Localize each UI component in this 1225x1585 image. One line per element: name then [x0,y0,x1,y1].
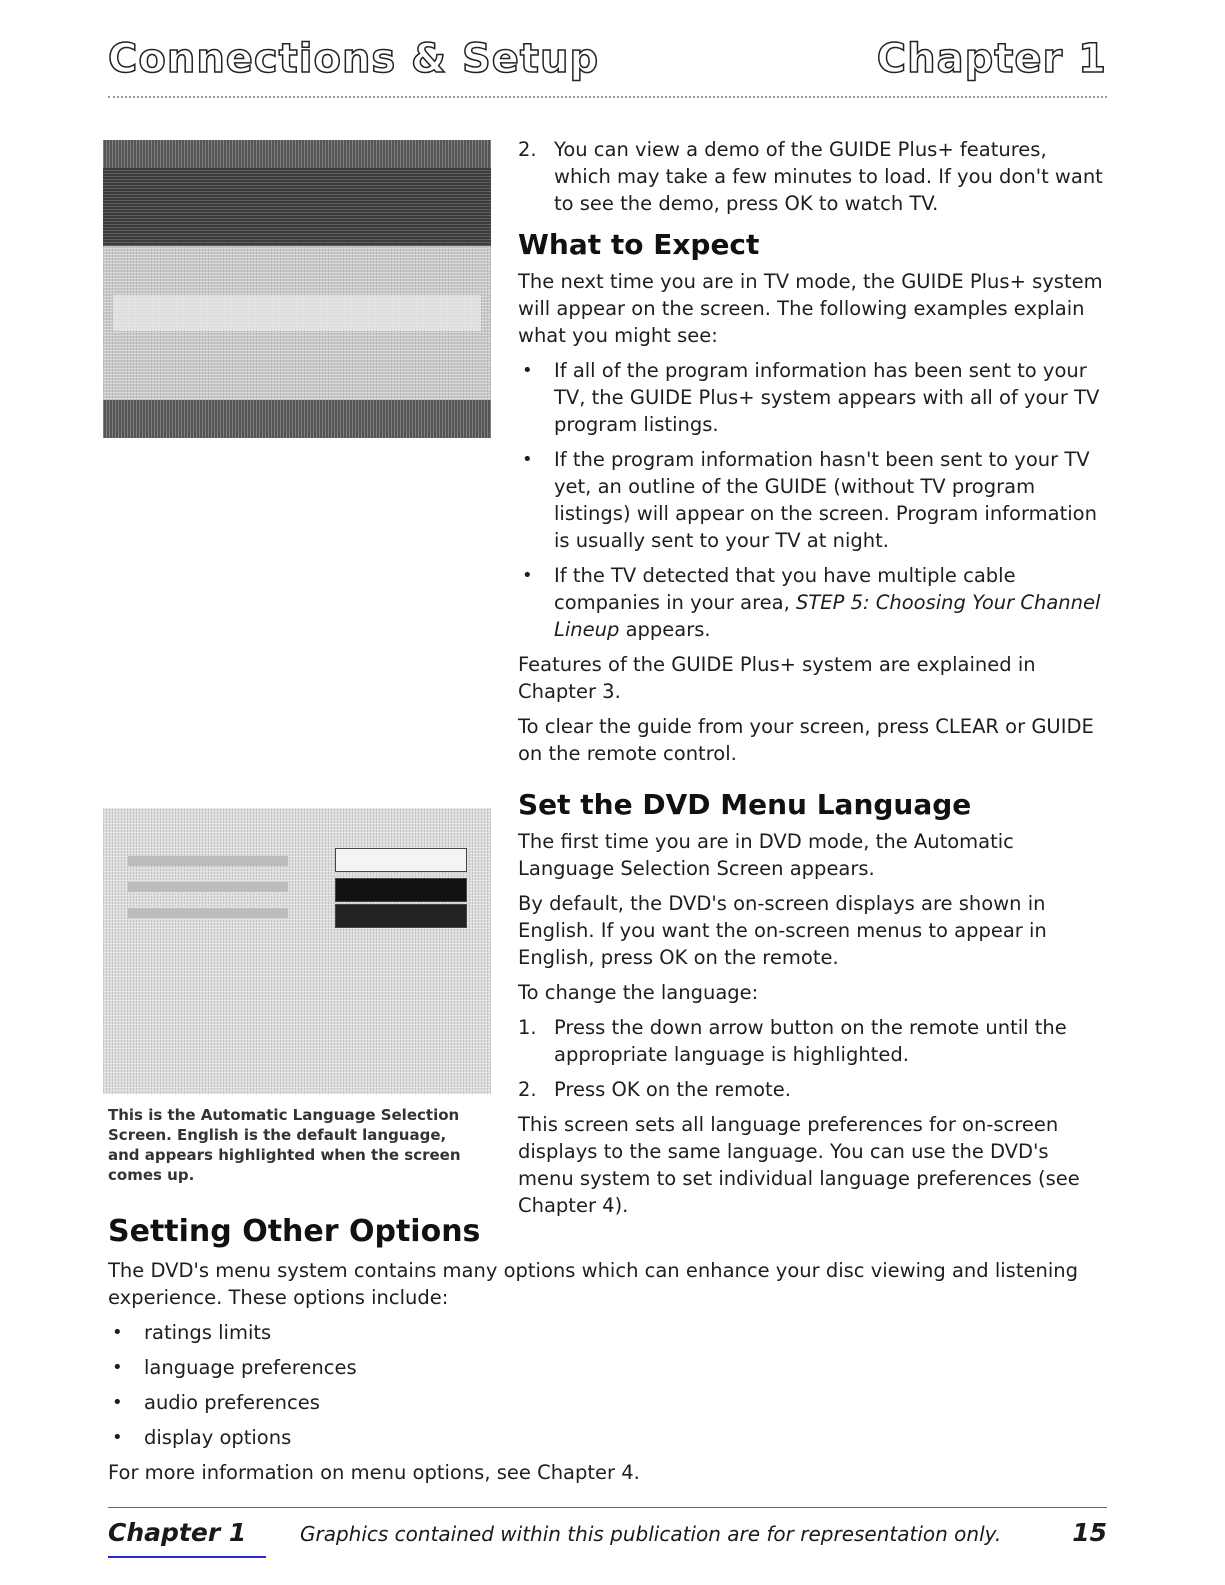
step-item [518,1014,1108,1068]
paragraph: To clear the guide from your screen, press CLEAR or GUIDE on the remote control. [518,715,1094,765]
screenshot-option-box [335,904,467,928]
step-text: You can view a demo of the GUIDE Plus+ features, which may take a few minutes to load. If you don't want to see the demo, press OK to watch TV. [554,138,1103,215]
bullet-item: • If the program information hasn't been sent to your TV yet, an outline of the GUIDE (without TV program listings) will appear on the screen. Program information is usually sent to your TV at night. [518,446,1108,554]
step-number: 2. [518,1078,537,1101]
bullet-item [518,562,1108,643]
bullet-item: • language preferences [108,1354,1108,1381]
section-heading-what-to-expect: What to Expect [518,228,760,261]
bullet-item: • If all of the program information has been sent to your TV, the GUIDE Plus+ system appears with all of your TV program listings. [518,357,1108,438]
footer-chapter: Chapter 1 [108,1518,247,1547]
screenshot-label [128,882,288,892]
bullet-text: If the TV detected that you have multiple cable companies in your area, [554,564,1016,614]
paragraph: Features of the GUIDE Plus+ system are explained in Chapter 3. [518,653,1036,703]
footer-divider [108,1507,1107,1508]
paragraph: For more information on menu options, see Chapter 4. [108,1461,640,1484]
paragraph: The DVD's menu system contains many options which can enhance your disc viewing and listening experience. These options include: [108,1259,1079,1309]
paragraph: The first time you are in DVD mode, the Automatic Language Selection Screen appears. [518,830,1014,880]
language-selection-screenshot [103,808,491,1094]
screenshot-menu-highlight [113,295,481,331]
bullet-item: • ratings limits [108,1319,1108,1346]
paragraph: The next time you are in TV mode, the GUIDE Plus+ system will appear on the screen. The following examples explain what you might see: [518,270,1103,347]
right-column [518,136,1108,1227]
footer-underline [108,1556,266,1558]
header-title: Connections & Setup [108,36,600,82]
header-divider [108,96,1107,98]
step-item [518,136,1108,217]
paragraph: To change the language: [518,981,759,1004]
section-heading-dvd-language: Set the DVD Menu Language [518,788,972,821]
screenshot-message-band [103,168,491,246]
paragraph: This screen sets all language preferences for on-screen displays to the same language. You can use the DVD's menu system to set individual language preferences (see Chapter 4). [518,1113,1080,1217]
step-reference: STEP 5: Choosing Your Channel Lineup [554,591,1101,641]
step-text: Press OK on the remote. [554,1078,791,1101]
bullet-item: • display options [108,1424,1108,1451]
step-item [518,1076,1108,1103]
setting-other-options-section [108,1214,1108,1494]
screenshot-title-bar [103,140,491,168]
page-number: 15 [1072,1518,1107,1547]
step-text: Press the down arrow button on the remote until the appropriate language is highlighted. [554,1016,1067,1066]
step-number: 1. [518,1016,537,1039]
screenshot-label [128,856,288,866]
screenshot-footer-bar [103,400,491,438]
paragraph: By default, the DVD's on-screen displays are shown in English. If you want the on-screen menus to appear in English, press OK on the remote. [518,892,1047,969]
header-chapter: Chapter 1 [876,36,1107,82]
screenshot-option-box [335,848,467,872]
step-number: 2. [518,138,537,161]
footer-note: Graphics contained within this publication are for representation only. [300,1522,1002,1546]
screenshot-option-box [335,878,467,902]
screenshot-label [128,908,288,918]
bullet-text: appears. [619,618,711,641]
figure-caption: This is the Automatic Language Selection Screen. English is the default language, and appears highlighted when the screen comes up. [108,1106,461,1184]
bullet-item: • audio preferences [108,1389,1108,1416]
guide-plus-screenshot [103,140,491,438]
section-heading-other-options: Setting Other Options [108,1214,481,1249]
